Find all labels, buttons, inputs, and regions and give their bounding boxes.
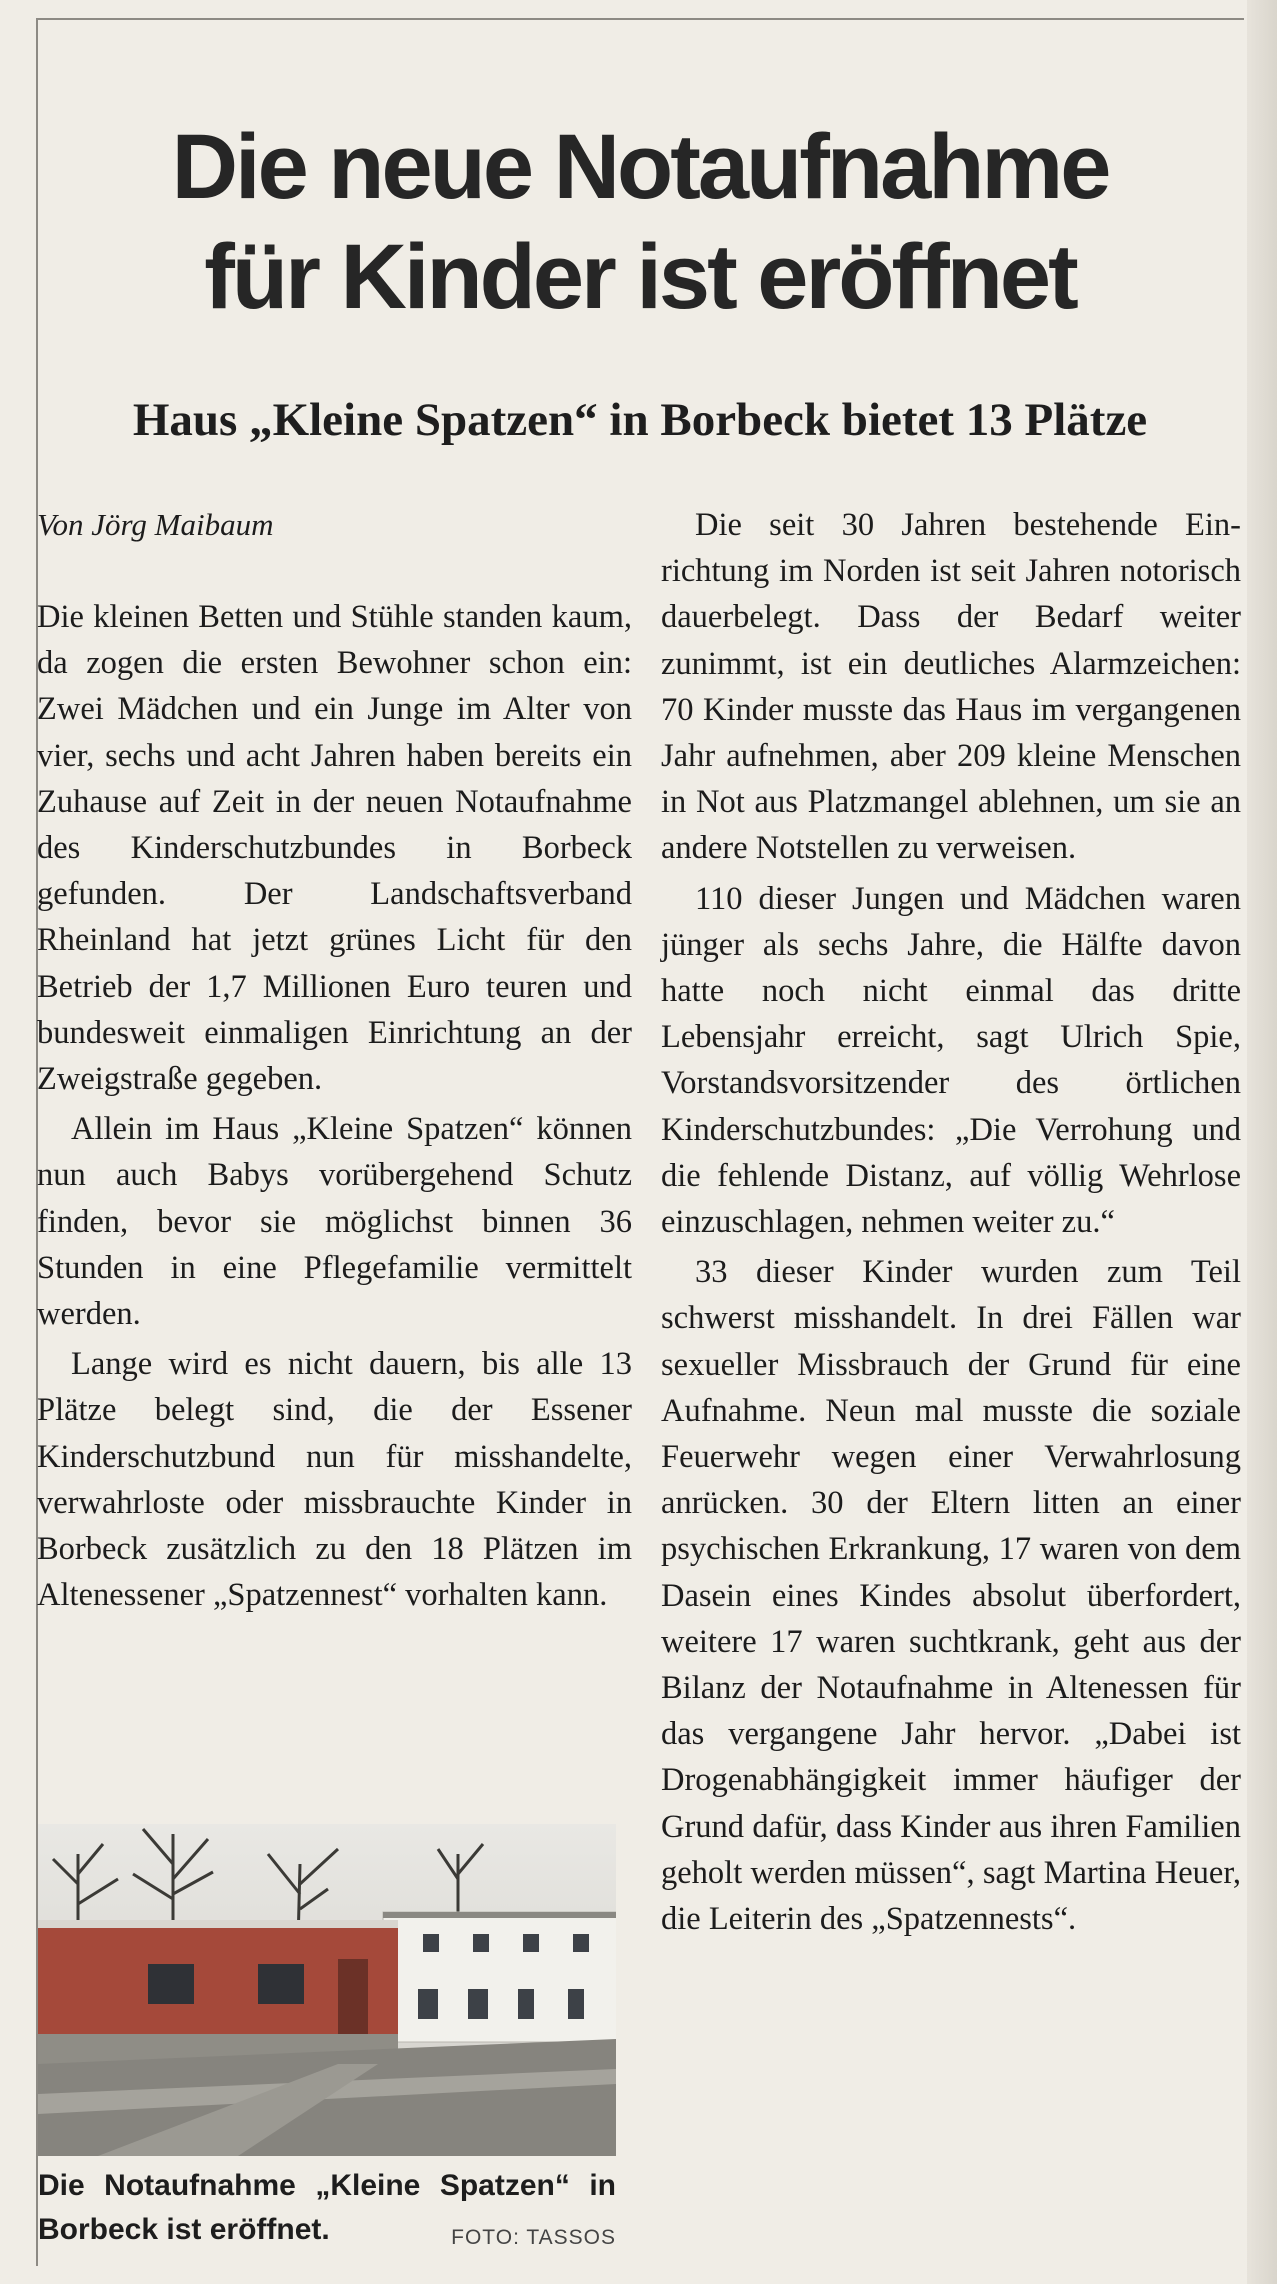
white-building [383,1912,616,2042]
byline: Von Jörg Maibaum [37,507,274,542]
paragraph: Die seit 30 Jahren bestehende Einrichtung im Norden ist seit Jahren notorisch dauerbelegt. Dass der Bedarf weiter zunimmt, ist ein deutliches Alarmzeichen: 70 Kinder musste das Haus im vergangenen Jahr aufnehmen, aber 209 kleine Menschen in Not aus Platzmangel ablehnen, um sie an andere Notstellen zu verweisen. [661,507,1241,867]
door [338,1959,368,2034]
paragraph: Allein im Haus „Kleine Spatzen“ können nun auch Babys vorübergehend Schutz finden, bevor sie möglichst binnen 36 Stunden in eine Pflegefamilie vermittelt werden. [37,1111,632,1333]
photo-caption [38,2164,616,2260]
right-column [661,502,1241,1942]
paragraph: 33 dieser Kinder wurden zum Teil schwerst misshandelt. In drei Fällen war sexueller Missbrauch der Grund für eine Aufnahme. Neun mal musste die soziale Feuerwehr wegen einer Verwahrlosung anrücken. 30 der Eltern litten an einer psychischen Erkrankung, 17 waren von dem Dasein eines Kindes absolut überfordert, weitere 17 waren suchtkrank, geht aus der Bilanz der Notaufnahme in Altenessen für das vergangene Jahr hervor. „Dabei ist Drogenabhängigkeit immer häufiger der Grund dafür, dass Kinder aus ihren Familien geholt werden müssen“, sagt Martina Heuer, die Leiterin des „Spatzennests“. [661,1254,1241,1938]
caption-text: Die Notaufnahme „Kleine Spatzen“ in Borbeck ist eröffnet. [38,2169,616,2246]
headline [60,112,1220,332]
paragraph: 110 dieser Jungen und Mädchen waren jünger als sechs Jahre, die Hälfte davon hatte noch nicht einmal das dritte Lebensjahr erreicht, sagt Ulrich Spie, Vorstandsvorsitzender des örtlichen Kinderschutzbundes: „Die Verrohung und die fehlende Distanz, auf völlig Wehrlose einzuschlagen, nehmen weiter zu.“ [661,880,1241,1241]
left-column [37,502,632,1618]
article-photo [38,1824,616,2156]
subheadline: Haus „Kleine Spatzen“ in Borbeck bietet 13 Plätze [132,394,1148,446]
adjacent-page-edge [1247,0,1277,2284]
paragraph: Lange wird es nicht dauern, bis alle 13 Plätze belegt sind, die der Essener Kinderschutzbund nun für misshandelte, verwahrloste oder missbrauchte Kinder in Borbeck zusätzlich zu den 18 Plätzen im Altenessener „Spatzennest“ vorhalten kann. [37,1346,632,1614]
photo-credit: FOTO: TASSOS [451,2226,616,2249]
paragraph: Die kleinen Betten und Stühle standen kaum, da zogen die ersten Bewohner schon ein: Zwei Mädchen und ein Junge im Alter von vier, sechs und acht Jahren haben bereits ein Zuhause auf Zeit in der neuen Notaufnahme des Kinderschutzbundes in Borbeck gefunden. Der Landschaftsverband Rheinland hat jetzt grünes Licht für den Betrieb der 1,7 Millionen Euro teuren und bundesweit einmaligen Einrichtung an der Zweigstraße gegeben. [37,599,632,1098]
building-photo-illustration [38,1824,616,2156]
headline-line-2: für Kinder ist eröffnet [204,226,1076,328]
headline-line-1: Die neue Notaufnahme [171,116,1109,218]
